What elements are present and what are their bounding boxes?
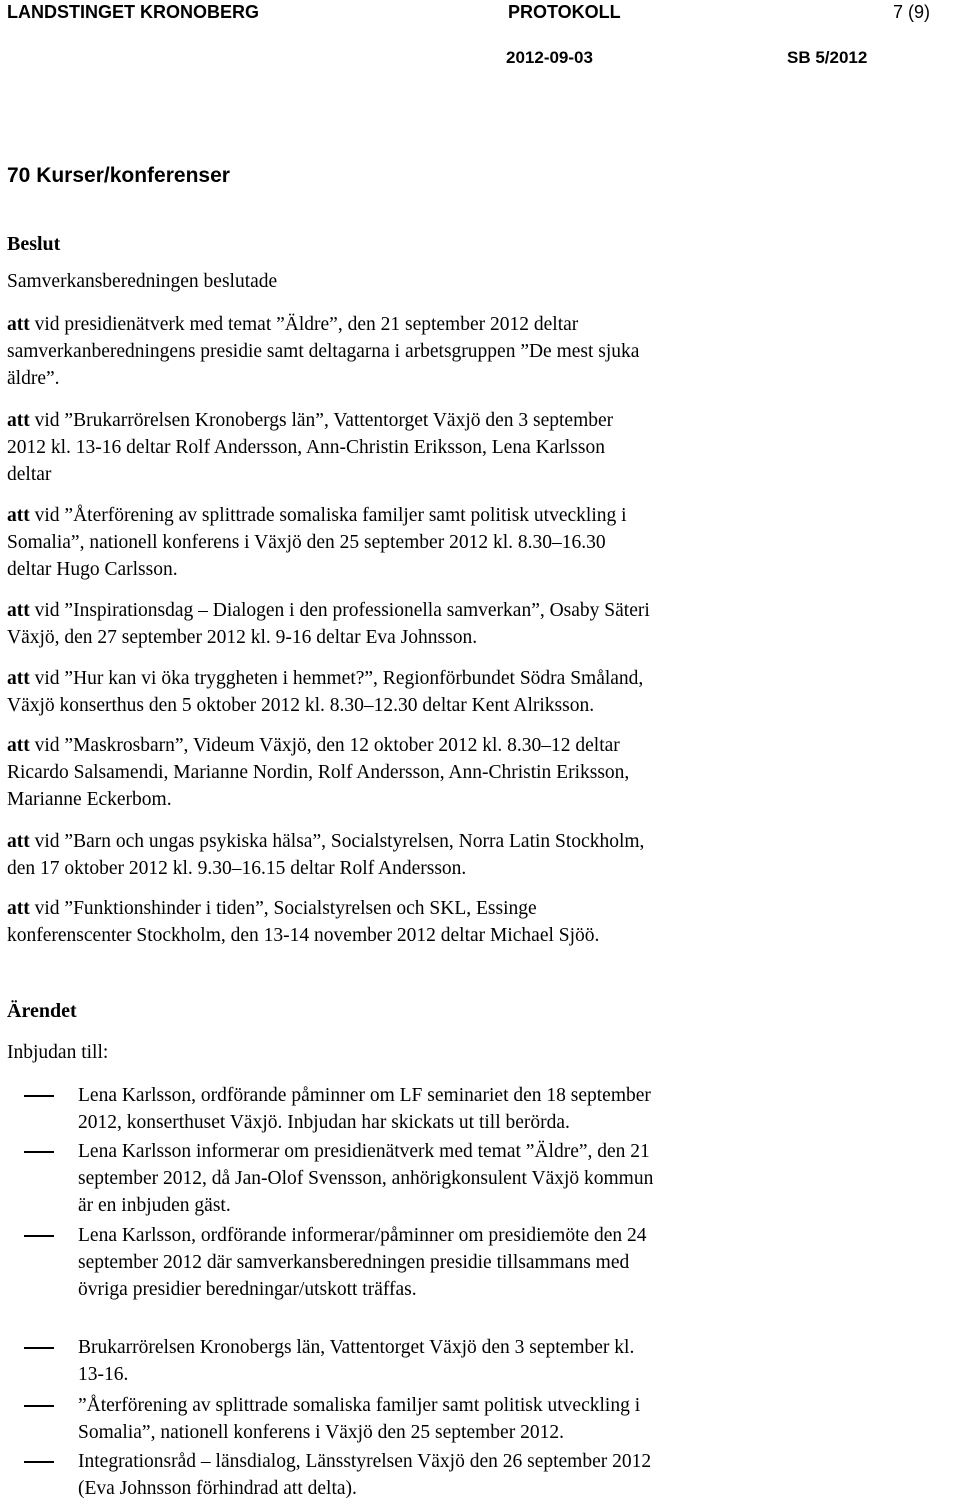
doc-ref: SB 5/2012 (787, 48, 868, 67)
att-keyword: att (7, 600, 30, 621)
arendet-heading: Ärendet (7, 1000, 77, 1022)
beslut-heading: Beslut (7, 233, 61, 255)
decision-line (7, 407, 867, 434)
invitation-line: Somalia”, nationell konferens i Växjö den 25 september 2012. (78, 1422, 564, 1443)
dash-bullet-icon (24, 1405, 54, 1407)
decision-text: Somalia”, nationell konferens i Växjö den 25 september 2012 kl. 8.30–16.30 (7, 532, 606, 553)
decision-text: den 17 oktober 2012 kl. 9.30–16.15 deltar Rolf Andersson. (7, 858, 467, 879)
invitation-line: Integrationsråd – länsdialog, Länsstyrelsen Växjö den 26 september 2012 (78, 1451, 652, 1472)
decision-line (7, 692, 867, 719)
decision-text: 2012 kl. 13-16 deltar Rolf Andersson, Ann-Christin Eriksson, Lena Karlsson (7, 437, 605, 458)
decision-text: vid presidienätverk med temat ”Äldre”, den 21 september 2012 deltar (29, 314, 579, 335)
decision-line (7, 529, 867, 556)
decision-line (7, 597, 867, 624)
page-number: 7 (9) (893, 2, 931, 22)
invitation-line: (Eva Johnsson förhindrad att delta). (78, 1478, 357, 1499)
decision-line (7, 786, 867, 813)
att-keyword: att (7, 898, 30, 919)
decision-line (7, 365, 867, 392)
att-keyword: att (7, 410, 30, 431)
decision-item (7, 895, 867, 949)
org-name: LANDSTINGET KRONOBERG (7, 2, 259, 22)
arendet-intro: Inbjudan till: (7, 1042, 109, 1063)
invitation-line: ”Återförening av splittrade somaliska familjer samt politisk utveckling i (78, 1395, 641, 1416)
invitation-line: september 2012 där samverkansberedningen presidie tillsammans med (78, 1252, 630, 1273)
decision-text: samverkanberedningens presidie samt deltagarna i arbetsgruppen ”De mest sjuka (7, 341, 640, 362)
invitation-line: 2012, konserthuset Växjö. Inbjudan har skickats ut till berörda. (78, 1112, 570, 1133)
invitation-line: är en inbjuden gäst. (78, 1195, 231, 1216)
invitation-line: Lena Karlsson informerar om presidienätverk med temat ”Äldre”, den 21 (78, 1141, 650, 1162)
section-title: 70 Kurser/konferenser (7, 164, 230, 187)
decision-text: vid ”Barn och ungas psykiska hälsa”, Socialstyrelsen, Norra Latin Stockholm, (29, 831, 645, 852)
decision-item (7, 732, 867, 813)
decision-line (7, 895, 867, 922)
decision-text: vid ”Hur kan vi öka tryggheten i hemmet?”, Regionförbundet Södra Småland, (29, 668, 644, 689)
decision-text: deltar Hugo Carlsson. (7, 559, 178, 580)
decision-line (7, 338, 867, 365)
decision-text: vid ”Funktionshinder i tiden”, Socialstyrelsen och SKL, Essinge (29, 898, 537, 919)
decision-line (7, 922, 867, 949)
invitation-line: övriga presidier beredningar/utskott träffas. (78, 1279, 417, 1300)
invitation-line: september 2012, då Jan-Olof Svensson, anhörigkonsulent Växjö kommun (78, 1168, 654, 1189)
decision-line (7, 855, 867, 882)
decision-line (7, 828, 867, 855)
decision-text: Växjö, den 27 september 2012 kl. 9-16 deltar Eva Johnsson. (7, 627, 478, 648)
decision-item (7, 311, 867, 392)
decision-text: Marianne Eckerbom. (7, 789, 172, 810)
invitation-text (78, 1392, 838, 1446)
decision-text: konferenscenter Stockholm, den 13-14 november 2012 deltar Michael Sjöö. (7, 925, 600, 946)
decision-text: vid ”Maskrosbarn”, Videum Växjö, den 12 oktober 2012 kl. 8.30–12 deltar (29, 735, 620, 756)
decision-text: vid ”Återförening av splittrade somaliska familjer samt politisk utveckling i (29, 505, 627, 526)
dash-bullet-icon (24, 1151, 54, 1153)
att-keyword: att (7, 831, 30, 852)
decision-line (7, 311, 867, 338)
invitation-line: 13-16. (78, 1364, 129, 1385)
invitation-text (78, 1334, 838, 1388)
decision-line (7, 461, 867, 488)
invitation-text (78, 1222, 838, 1303)
decision-item (7, 597, 867, 651)
invitation-line: Lena Karlsson, ordförande påminner om LF seminariet den 18 september (78, 1085, 651, 1106)
invitation-text (78, 1448, 838, 1502)
dash-bullet-icon (24, 1461, 54, 1463)
decision-line (7, 556, 867, 583)
decision-text: Ricardo Salsamendi, Marianne Nordin, Rolf Andersson, Ann-Christin Eriksson, (7, 762, 630, 783)
att-keyword: att (7, 314, 30, 335)
decision-text: vid ”Inspirationsdag – Dialogen i den professionella samverkan”, Osaby Säteri (29, 600, 650, 621)
decision-text: vid ”Brukarrörelsen Kronobergs län”, Vattentorget Växjö den 3 september (29, 410, 614, 431)
dash-bullet-icon (24, 1095, 54, 1097)
decision-line (7, 665, 867, 692)
decision-item (7, 828, 867, 882)
decision-line (7, 624, 867, 651)
beslut-intro: Samverkansberedningen beslutade (7, 271, 278, 292)
att-keyword: att (7, 505, 30, 526)
decision-item (7, 502, 867, 583)
dash-bullet-icon (24, 1235, 54, 1237)
att-keyword: att (7, 668, 30, 689)
invitation-text (78, 1082, 838, 1136)
invitation-text (78, 1138, 838, 1219)
decision-item (7, 407, 867, 488)
decision-line (7, 759, 867, 786)
decision-text: Växjö konserthus den 5 oktober 2012 kl. 8.30–12.30 deltar Kent Alriksson. (7, 695, 595, 716)
decision-text: äldre”. (7, 368, 60, 389)
doc-date: 2012-09-03 (506, 48, 593, 67)
decision-line (7, 434, 867, 461)
decision-item (7, 665, 867, 719)
decision-line (7, 502, 867, 529)
att-keyword: att (7, 735, 30, 756)
invitation-line: Lena Karlsson, ordförande informerar/påminner om presidiemöte den 24 (78, 1225, 647, 1246)
decision-line (7, 732, 867, 759)
doc-type: PROTOKOLL (508, 2, 621, 22)
decision-text: deltar (7, 464, 52, 485)
dash-bullet-icon (24, 1347, 54, 1349)
invitation-line: Brukarrörelsen Kronobergs län, Vattentorget Växjö den 3 september kl. (78, 1337, 635, 1358)
